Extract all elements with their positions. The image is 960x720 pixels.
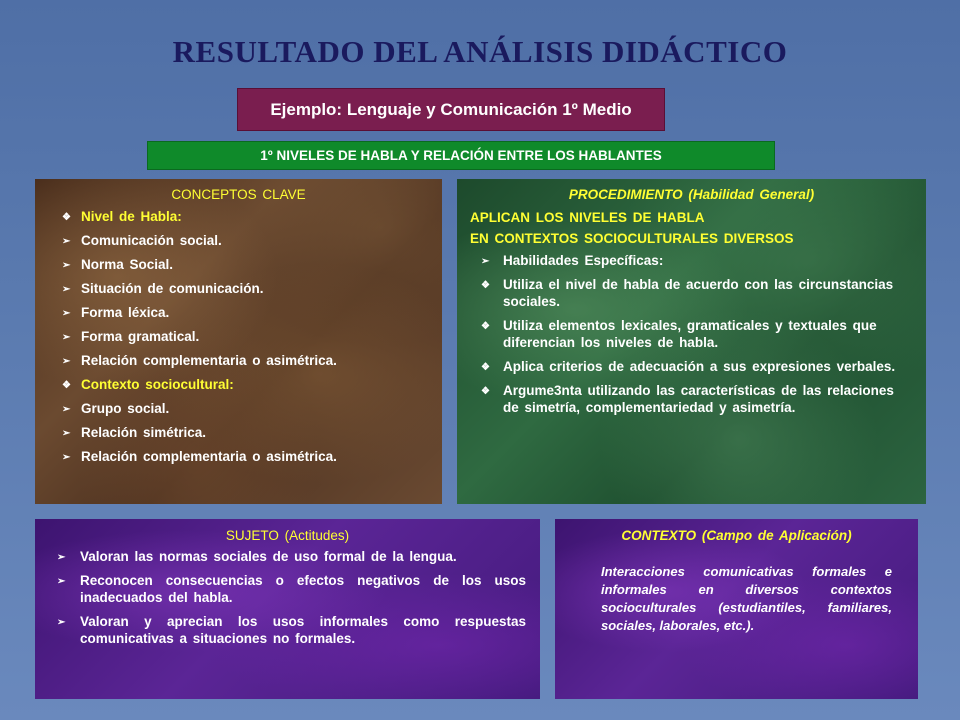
sujeto-item <box>35 572 540 606</box>
arrow-bullet-icon: ➢ <box>57 552 66 563</box>
sujeto-item-text: Valoran y aprecian los usos informales como respuestas comunicativas a situaciones no formales. <box>80 614 526 646</box>
procedimiento-item-text: Argume3nta utilizando las características de las relaciones de simetría, complementariedad y asimetría. <box>503 383 894 415</box>
conceptos-item <box>35 232 442 249</box>
procedimiento-item-text: Habilidades Específicas: <box>503 253 664 268</box>
conceptos-item <box>35 352 442 369</box>
sujeto-item <box>35 613 540 647</box>
arrow-bullet-icon: ➢ <box>481 256 490 267</box>
conceptos-item <box>35 424 442 441</box>
arrow-bullet-icon: ➢ <box>57 617 66 628</box>
conceptos-item <box>35 328 442 345</box>
sujeto-item <box>35 548 540 565</box>
conceptos-list <box>35 208 442 465</box>
procedimiento-intro-2: EN CONTEXTOS SOCIOCULTURALES DIVERSOS <box>470 231 794 246</box>
contexto-panel <box>555 519 918 699</box>
arrow-bullet-icon: ➢ <box>62 332 71 343</box>
arrow-bullet-icon: ➢ <box>62 356 71 367</box>
procedimiento-item <box>457 358 926 375</box>
conceptos-item <box>35 208 442 225</box>
arrow-bullet-icon: ➢ <box>62 260 71 271</box>
conceptos-item <box>35 448 442 465</box>
sujeto-panel <box>35 519 540 699</box>
procedimiento-item-text: Aplica criterios de adecuación a sus expresiones verbales. <box>503 359 896 374</box>
conceptos-item-text: Grupo social. <box>81 401 170 416</box>
conceptos-item <box>35 256 442 273</box>
procedimiento-item-text: Utiliza el nivel de habla de acuerdo con las circunstancias sociales. <box>503 277 894 309</box>
procedimiento-list <box>457 252 926 416</box>
diamond-bullet-icon: ❖ <box>481 362 490 373</box>
diamond-bullet-icon: ❖ <box>62 212 71 223</box>
contexto-body: Interacciones comunicativas formales e informales en diversos contextos socioculturales (estudiantiles, familiares, sociales, laborales, etc.). <box>601 564 892 633</box>
conceptos-item <box>35 400 442 417</box>
subtitle-text: Ejemplo: Lenguaje y Comunicación 1º Medio <box>270 99 632 119</box>
level-text: 1º NIVELES DE HABLA Y RELACIÓN ENTRE LOS HABLANTES <box>260 148 662 163</box>
arrow-bullet-icon: ➢ <box>62 452 71 463</box>
conceptos-item-text: Relación complementaria o asimétrica. <box>81 353 337 368</box>
arrow-bullet-icon: ➢ <box>62 428 71 439</box>
procedimiento-panel <box>457 179 926 504</box>
diamond-bullet-icon: ❖ <box>481 280 490 291</box>
sujeto-list <box>35 548 540 647</box>
diamond-bullet-icon: ❖ <box>481 386 490 397</box>
level-banner <box>147 141 775 170</box>
arrow-bullet-icon: ➢ <box>62 236 71 247</box>
conceptos-item <box>35 304 442 321</box>
sujeto-item-text: Reconocen consecuencias o efectos negativos de los usos inadecuados del habla. <box>80 573 526 605</box>
conceptos-panel <box>35 179 442 504</box>
conceptos-item-text: Relación simétrica. <box>81 425 207 440</box>
diamond-bullet-icon: ❖ <box>62 380 71 391</box>
subtitle-banner <box>237 88 665 131</box>
procedimiento-item <box>457 382 926 416</box>
conceptos-item-text: Contexto sociocultural: <box>81 377 234 392</box>
diamond-bullet-icon: ❖ <box>481 321 490 332</box>
procedimiento-item <box>457 252 926 269</box>
procedimiento-intro-1: APLICAN LOS NIVELES DE HABLA <box>470 210 705 225</box>
conceptos-item-text: Forma léxica. <box>81 305 170 320</box>
conceptos-item-text: Forma gramatical. <box>81 329 200 344</box>
sujeto-heading: SUJETO (Actitudes) <box>225 528 350 543</box>
procedimiento-item-text: Utiliza elementos lexicales, gramaticales y textuales que diferencian los niveles de habla. <box>503 318 877 350</box>
conceptos-heading: CONCEPTOS CLAVE <box>171 187 306 202</box>
arrow-bullet-icon: ➢ <box>57 576 66 587</box>
conceptos-item <box>35 376 442 393</box>
conceptos-item <box>35 280 442 297</box>
procedimiento-heading: PROCEDIMIENTO (Habilidad General) <box>568 187 815 202</box>
page-title: RESULTADO DEL ANÁLISIS DIDÁCTICO <box>172 34 788 69</box>
arrow-bullet-icon: ➢ <box>62 308 71 319</box>
procedimiento-item <box>457 276 926 310</box>
arrow-bullet-icon: ➢ <box>62 404 71 415</box>
sujeto-item-text: Valoran las normas sociales de uso formal de la lengua. <box>80 549 457 564</box>
conceptos-item-text: Nivel de Habla: <box>81 209 182 224</box>
conceptos-item-text: Norma Social. <box>81 257 174 272</box>
conceptos-item-text: Situación de comunicación. <box>81 281 264 296</box>
procedimiento-item <box>457 317 926 351</box>
conceptos-item-text: Relación complementaria o asimétrica. <box>81 449 337 464</box>
arrow-bullet-icon: ➢ <box>62 284 71 295</box>
conceptos-item-text: Comunicación social. <box>81 233 222 248</box>
contexto-heading: CONTEXTO (Campo de Aplicación) <box>621 528 852 543</box>
